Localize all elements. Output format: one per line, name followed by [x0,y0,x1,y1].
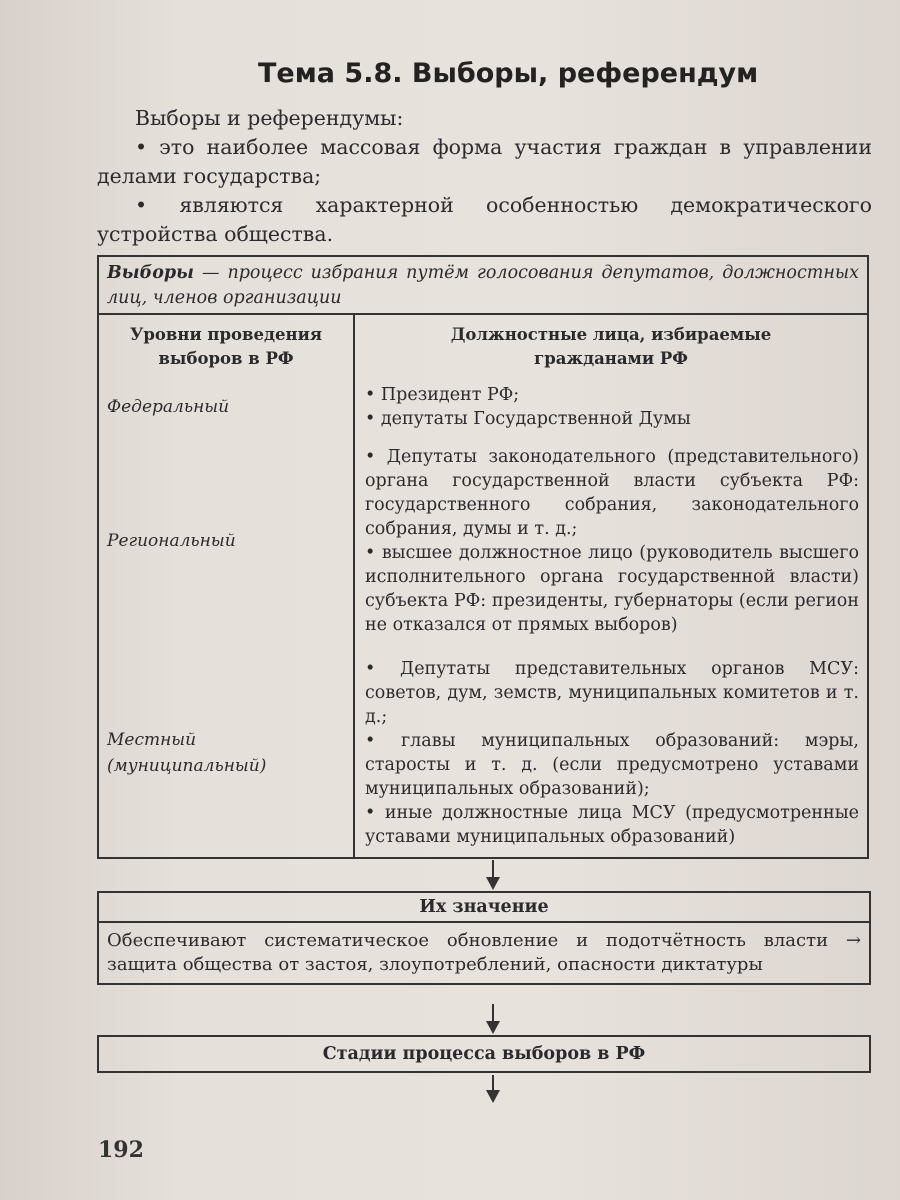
officials-regional [354,435,867,647]
arrow-down-icon [486,860,500,890]
stages-heading: Стадии процесса выборов в РФ [322,1044,646,1064]
elections-definition [99,257,867,315]
level-regional: Региональный [99,435,354,647]
definition-text: — процесс избрания путём голосования депутатов, должностных лиц, членов организации [107,263,859,308]
list-item: • Депутаты представительных органов МСУ: советов, дум, земств, муниципальных комитетов и т. д.; [365,658,859,727]
list-item: • Президент РФ; [365,385,520,405]
levels-table [99,315,867,858]
topic-title: Тема 5.8. Выборы, референдум [258,58,759,89]
table-row [99,379,867,435]
intro-bullet: • являются характерной особенностью демократического устройства общества. [97,193,872,246]
table-header-row [99,315,867,379]
list-item: • высшее должностное лицо (руководитель высшего исполнительного органа государственной власти) субъекта РФ: президенты, губернаторы (если регион не отказался от прямых выборов) [365,543,859,635]
table-row [99,435,867,647]
definition-term: Выборы [107,263,194,283]
intro-text [97,104,872,249]
list-item: • депутаты Государственной Думы [365,409,691,429]
list-item: • главы муниципальных образований: мэры, старосты и т. д. (если предусмотрено уставами муниципальных образований); [365,730,859,799]
list-item: • иные должностные лица МСУ (предусмотренные уставами муниципальных образований) [365,802,859,847]
arrow-down-icon [486,1004,500,1034]
officials-local [354,647,867,858]
level-local: Местный (муниципальный) [99,647,354,858]
page-number: 192 [98,1137,144,1163]
header-levels: Уровни проведения выборов в РФ [99,315,354,379]
significance-heading: Их значение [419,897,549,917]
intro-bullet: • это наиболее массовая форма участия граждан в управлении делами государства; [97,135,872,188]
list-item: • Депутаты законодательного (представительного) органа государственной власти субъекта РФ: государственного собрания, законодательного собрания, думы и т. д.; [365,447,859,539]
officials-federal [354,379,867,435]
arrow-down-icon [486,1075,500,1103]
intro-lead: Выборы и референдумы: [135,106,404,130]
significance-box [97,891,871,985]
stages-box [97,1035,871,1073]
header-officials: Должностные лица, избираемые гражданами РФ [450,325,772,368]
elections-table-card [97,255,869,859]
table-row [99,647,867,858]
level-federal: Федеральный [99,379,354,435]
significance-text: Обеспечивают систематическое обновление и подотчётность власти → защита общества от застоя, злоупотреблений, опасности диктатуры [99,921,869,983]
